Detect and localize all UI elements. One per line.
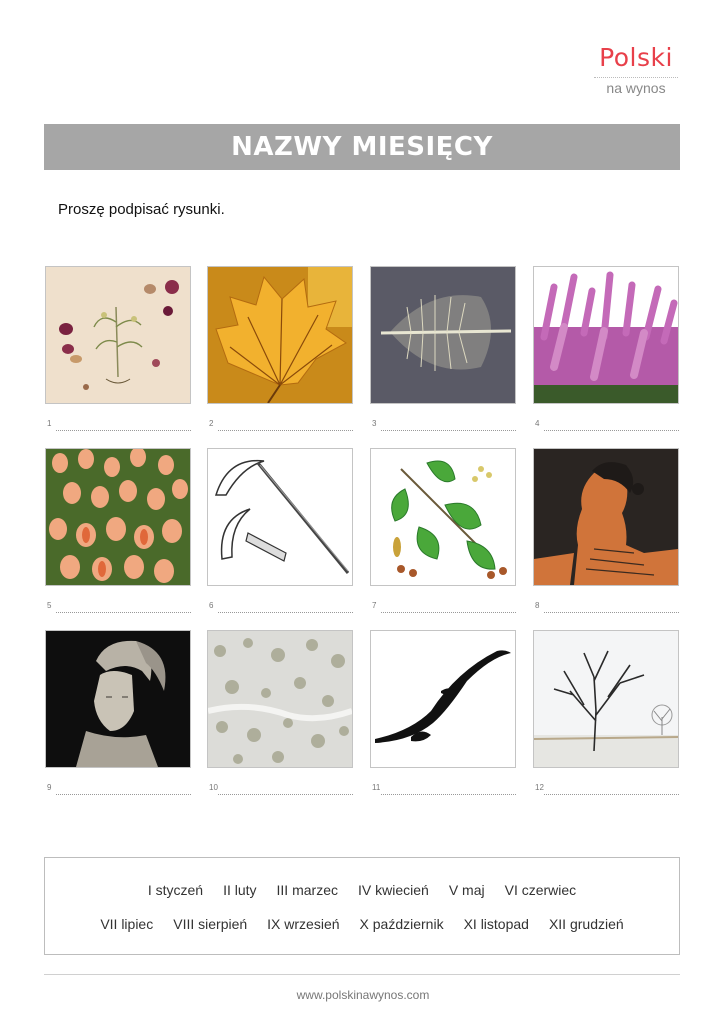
answer-line-7[interactable] [370,600,516,616]
answer-line-11[interactable] [370,782,516,798]
autumn-leaf-icon [207,266,353,404]
month-name: II luty [223,882,257,898]
logo-divider [594,77,678,78]
roman-helmet-bust-icon [45,630,191,768]
answer-line-1[interactable] [45,418,191,434]
dotted-line [544,794,679,795]
dotted-line [381,430,516,431]
dotted-line [56,794,191,795]
month-names-box [44,857,680,955]
picture-cell-9 [45,630,191,798]
footer-divider [44,974,680,975]
picture-number: 4 [535,419,540,428]
picture-cell-2 [207,266,353,434]
month-name: I styczeń [147,882,204,898]
picture-cell-12 [533,630,679,798]
answer-line-5[interactable] [45,600,191,616]
picture-cell-6 [207,448,353,616]
logo-main-text: Polski [599,43,673,72]
sickles-icon [207,448,353,586]
month-name: X październik [359,916,444,932]
linden-branch-icon [370,448,516,586]
answer-line-2[interactable] [207,418,353,434]
answer-line-12[interactable] [533,782,679,798]
answer-line-3[interactable] [370,418,516,434]
instruction-text: Proszę podpisać rysunki. [58,201,225,218]
dotted-line [381,794,516,795]
picture-number: 1 [47,419,52,428]
answer-line-9[interactable] [45,782,191,798]
page-title: NAZWY MIESIĘCY [231,132,493,162]
month-name: VII lipiec [100,916,154,932]
month-row-1 [45,882,679,898]
picture-cell-3 [370,266,516,434]
dotted-line [56,612,191,613]
month-row-2 [45,916,679,932]
picture-number: 3 [372,419,377,428]
dotted-line [56,430,191,431]
picture-cell-7 [370,448,516,616]
answer-line-4[interactable] [533,418,679,434]
picture-number: 11 [372,783,381,792]
bird-on-branch-icon [370,630,516,768]
dotted-line [381,612,516,613]
dotted-line [544,430,679,431]
month-name: V maj [448,882,485,898]
title-bar [44,124,680,170]
picture-cell-4 [533,266,679,434]
tulips-icon [45,448,191,586]
month-name: VIII sierpień [173,916,248,932]
picture-number: 12 [535,783,544,792]
dotted-line [218,794,353,795]
answer-line-6[interactable] [207,600,353,616]
month-name: XI listopad [463,916,529,932]
picture-cell-1 [45,266,191,434]
logo [590,44,682,96]
picture-number: 6 [209,601,214,610]
month-name: III marzec [276,882,338,898]
picture-number: 10 [209,783,218,792]
answer-line-10[interactable] [207,782,353,798]
month-name: IV kwiecień [358,882,429,898]
picture-cell-11 [370,630,516,798]
picture-number: 9 [47,783,52,792]
picture-cell-5 [45,448,191,616]
heather-flowers-icon [533,266,679,404]
snowy-ground-icon [207,630,353,768]
month-name: VI czerwiec [504,882,577,898]
bare-tree-winter-icon [533,630,679,768]
botanical-illustration-icon [45,266,191,404]
picture-number: 2 [209,419,214,428]
dotted-line [218,612,353,613]
dotted-line [544,612,679,613]
picture-number: 8 [535,601,540,610]
footer-url[interactable]: www.polskinawynos.com [296,988,430,1002]
greek-vase-woman-icon [533,448,679,586]
picture-number: 7 [372,601,377,610]
month-name: IX wrzesień [267,916,340,932]
logo-sub-text: na wynos [606,80,666,96]
leaf-skeleton-icon [370,266,516,404]
picture-number: 5 [47,601,52,610]
picture-cell-10 [207,630,353,798]
month-name: XII grudzień [548,916,624,932]
picture-cell-8 [533,448,679,616]
dotted-line [218,430,353,431]
answer-line-8[interactable] [533,600,679,616]
